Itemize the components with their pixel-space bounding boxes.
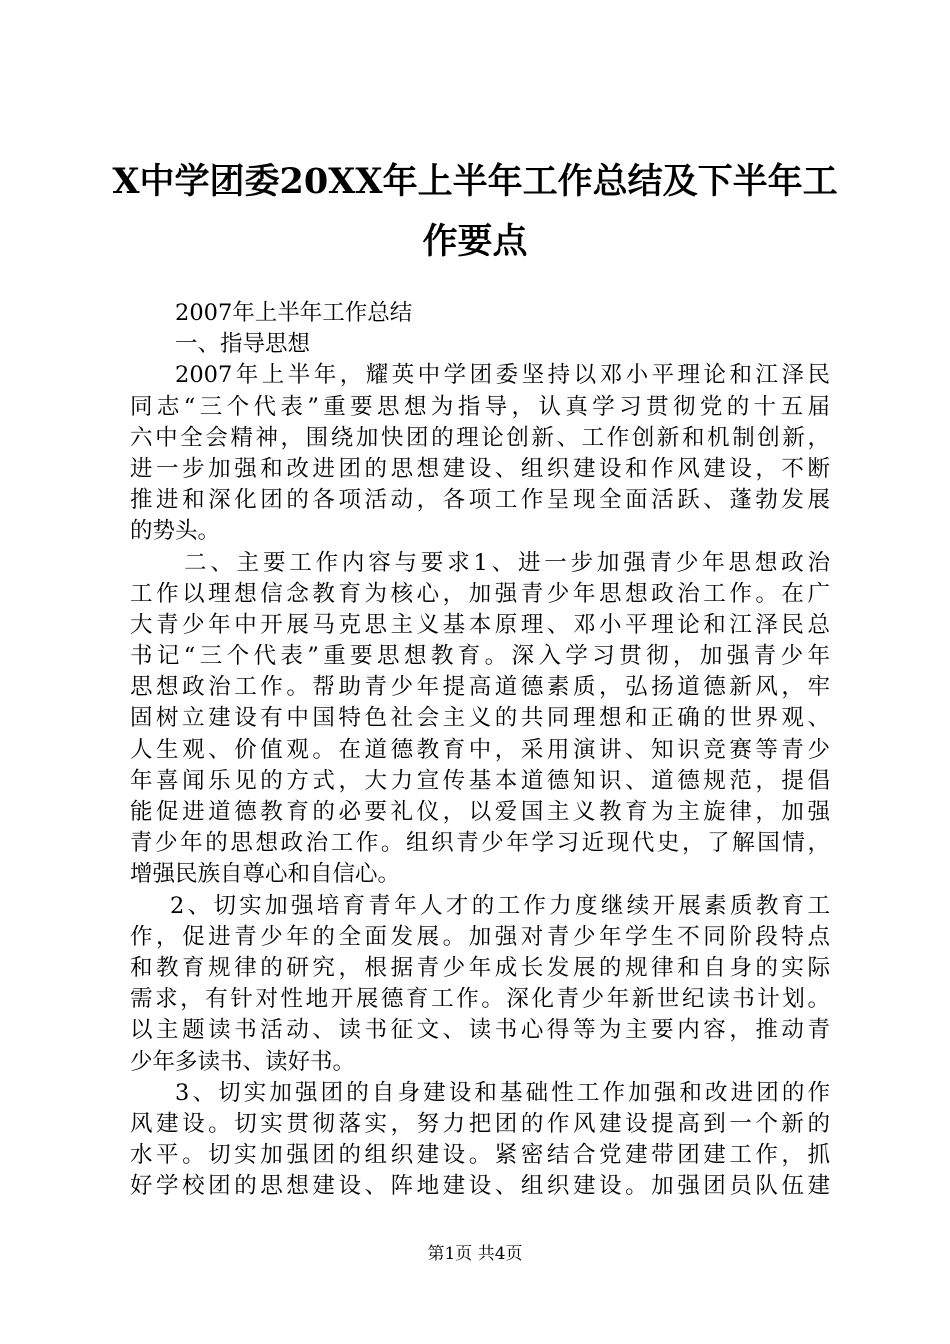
body-line: 需求，有针对性地开展德育工作。深化青少年新世纪读书计划。 <box>130 986 830 1013</box>
body-line: 作，促进青少年的全面发展。加强对青少年学生不同阶段特点 <box>130 923 830 950</box>
body-line: 一、指导思想 <box>175 331 311 358</box>
page-footer: 第1页 共4页 <box>427 1244 523 1264</box>
body-line: 2007年上半年工作总结 <box>175 300 413 326</box>
body-line: 以主题读书活动、读书征文、读书心得等为主要内容，推动青 <box>130 1017 830 1044</box>
body-line: 六中全会精神，围绕加快团的理论创新、工作创新和机制创新， <box>130 424 830 451</box>
body-line: 年喜闻乐见的方式，大力宣传基本道德知识、道德规范，提倡 <box>130 767 830 794</box>
body-line: 固树立建设有中国特色社会主义的共同理想和正确的世界观、 <box>130 705 830 732</box>
body-line: 3、切实加强团的自身建设和基础性工作加强和改进团的作 <box>175 1079 830 1106</box>
body-line: 好学校团的思想建设、阵地建设、组织建设。加强团员队伍建 <box>130 1173 830 1200</box>
body-line: 能促进道德教育的必要礼仪，以爱国主义教育为主旋律，加强 <box>130 799 830 825</box>
body-line: 2、切实加强培育青年人才的工作力度继续开展素质教育工 <box>170 892 830 919</box>
body-line: 人生观、价值观。在道德教育中，采用演讲、知识竞赛等青少 <box>130 736 830 763</box>
body-line: 的势头。 <box>130 518 221 545</box>
body-line: 大青少年中开展马克思主义基本原理、邓小平理论和江泽民总 <box>130 611 830 638</box>
body-line: 增强民族自尊心和自信心。 <box>130 861 401 888</box>
body-line: 书记“三个代表”重要思想教育。深入学习贯彻，加强青少年 <box>130 643 830 670</box>
body-line: 水平。切实加强团的组织建设。紧密结合党建带团建工作，抓 <box>130 1142 830 1169</box>
body-line: 少年多读书、读好书。 <box>130 1048 356 1075</box>
body-line: 青少年的思想政治工作。组织青少年学习近现代史，了解国情， <box>130 830 830 857</box>
document-body <box>130 298 830 1202</box>
body-line: 和教育规律的研究，根据青少年成长发展的规律和自身的实际 <box>130 954 830 981</box>
body-line: 2007年上半年，耀英中学团委坚持以邓小平理论和江泽民 <box>175 362 830 389</box>
body-line: 思想政治工作。帮助青少年提高道德素质，弘扬道德新风，牢 <box>130 674 830 701</box>
document-title-line-2: 作要点 <box>422 221 528 262</box>
body-line: 推进和深化团的各项活动，各项工作呈现全面活跃、蓬勃发展 <box>130 487 830 514</box>
document-title-line-1: X中学团委20XX年上半年工作总结及下半年工 <box>112 161 838 202</box>
body-line: 风建设。切实贯彻落实，努力把团的作风建设提高到一个新的 <box>130 1110 830 1137</box>
body-line: 工作以理想信念教育为核心，加强青少年思想政治工作。在广 <box>130 580 830 607</box>
body-line: 进一步加强和改进团的思想建设、组织建设和作风建设，不断 <box>130 455 830 482</box>
body-line: 二、主要工作内容与要求1、进一步加强青少年思想政治 <box>184 549 830 576</box>
body-line: 同志“三个代表”重要思想为指导，认真学习贯彻党的十五届 <box>130 393 830 420</box>
